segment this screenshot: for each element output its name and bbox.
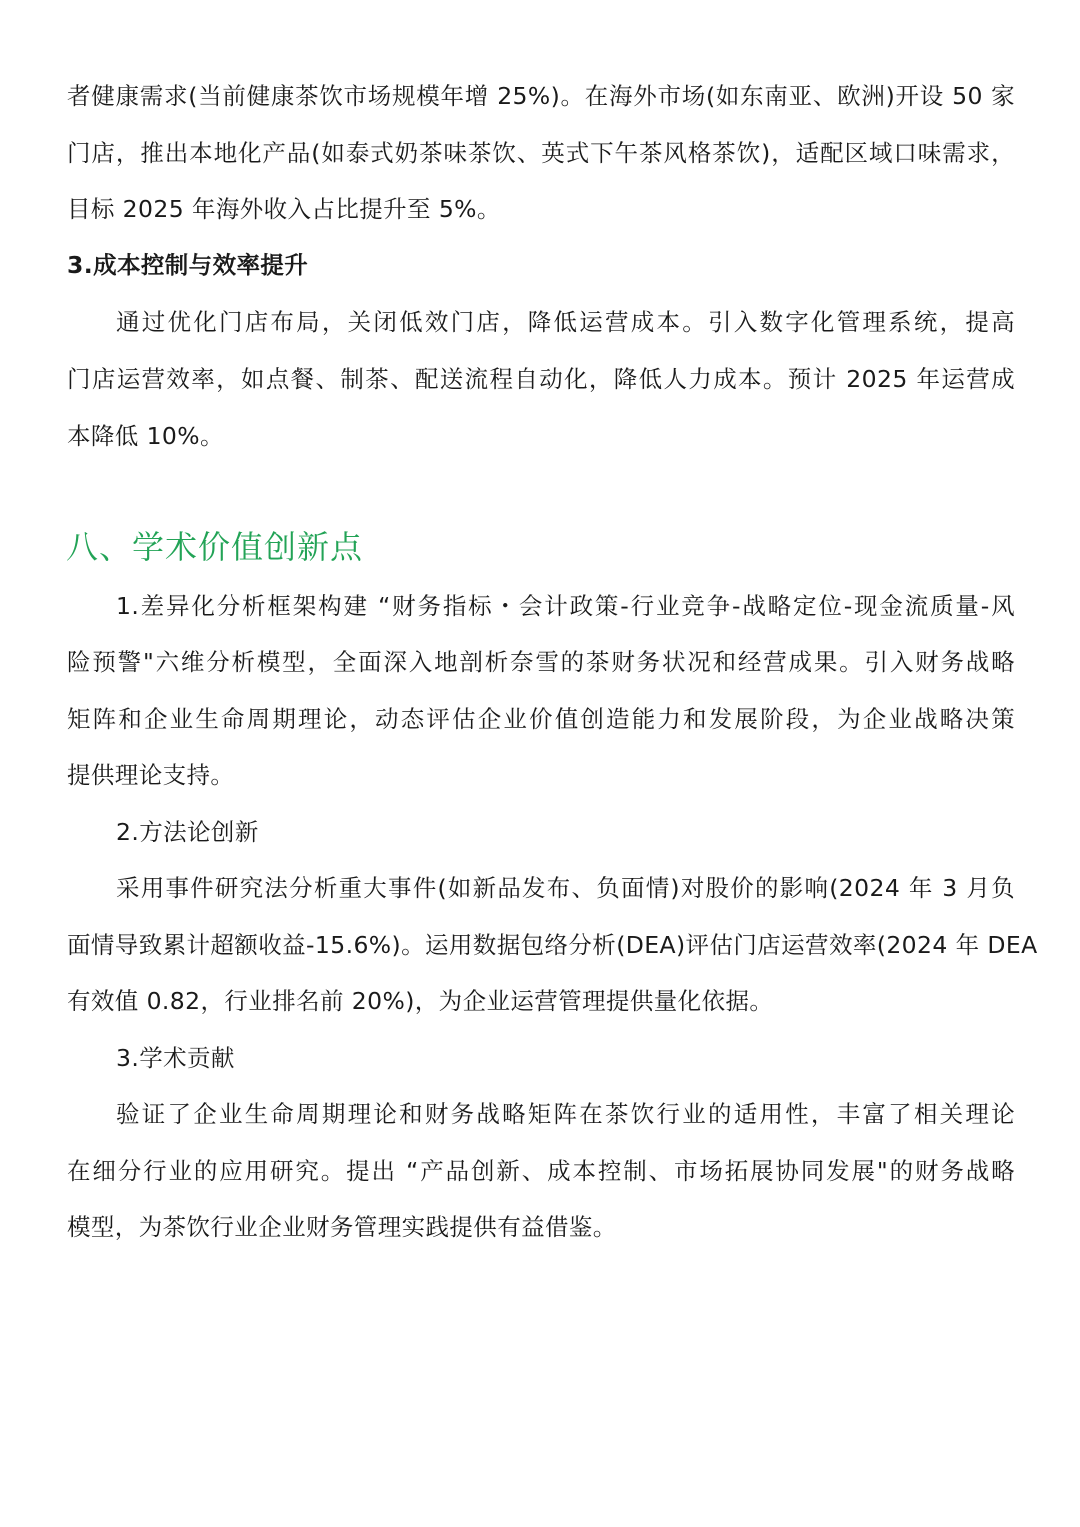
paragraph-line: 险预警"六维分析模型，全面深入地剖析奈雪的茶财务状况和经营成果。引入财务战略 <box>67 648 1015 676</box>
paragraph-line: 提供理论支持。 <box>67 761 235 789</box>
subsection-title: 2.方法论创新 <box>116 818 259 846</box>
paragraph-line: 面情导致累计超额收益-15.6%)。运用数据包络分析(DEA)评估门店运营效率(2024 年 DEA <box>67 931 1038 959</box>
chapter-heading: 八、学术价值创新点 <box>66 528 364 566</box>
paragraph-line: 通过优化门店布局，关闭低效门店，降低运营成本。引入数字化管理系统，提高 <box>116 308 1015 336</box>
section-title: 3.成本控制与效率提升 <box>67 251 309 279</box>
subsection-title: 3.学术贡献 <box>116 1044 235 1072</box>
paragraph-line: 在细分行业的应用研究。提出 “产品创新、成本控制、市场拓展协同发展"的财务战略 <box>67 1157 1015 1185</box>
paragraph-line: 有效值 0.82，行业排名前 20%)，为企业运营管理提供量化依据。 <box>67 987 774 1015</box>
paragraph-line: 门店，推出本地化产品(如泰式奶茶味茶饮、英式下午茶风格茶饮)，适配区域口味需求， <box>67 139 1015 167</box>
paragraph-line: 1.差异化分析框架构建 “财务指标・会计政策-行业竞争-战略定位-现金流质量-风 <box>116 592 1015 620</box>
paragraph-line: 目标 2025 年海外收入占比提升至 5%。 <box>67 195 501 223</box>
paragraph-line: 矩阵和企业生命周期理论，动态评估企业价值创造能力和发展阶段，为企业战略决策 <box>67 705 1015 733</box>
paragraph-line: 验证了企业生命周期理论和财务战略矩阵在茶饮行业的适用性，丰富了相关理论 <box>116 1100 1015 1128</box>
paragraph-line: 者健康需求(当前健康茶饮市场规模年增 25%)。在海外市场(如东南亚、欧洲)开设 50 家 <box>67 82 1015 110</box>
paragraph-line: 本降低 10%。 <box>67 422 224 450</box>
paragraph-line: 模型，为茶饮行业企业财务管理实践提供有益借鉴。 <box>67 1213 617 1241</box>
paragraph-line: 采用事件研究法分析重大事件(如新品发布、负面情)对股价的影响(2024 年 3 月负 <box>116 874 1015 902</box>
paragraph-line: 门店运营效率，如点餐、制茶、配送流程自动化，降低人力成本。预计 2025 年运营成 <box>67 365 1015 393</box>
